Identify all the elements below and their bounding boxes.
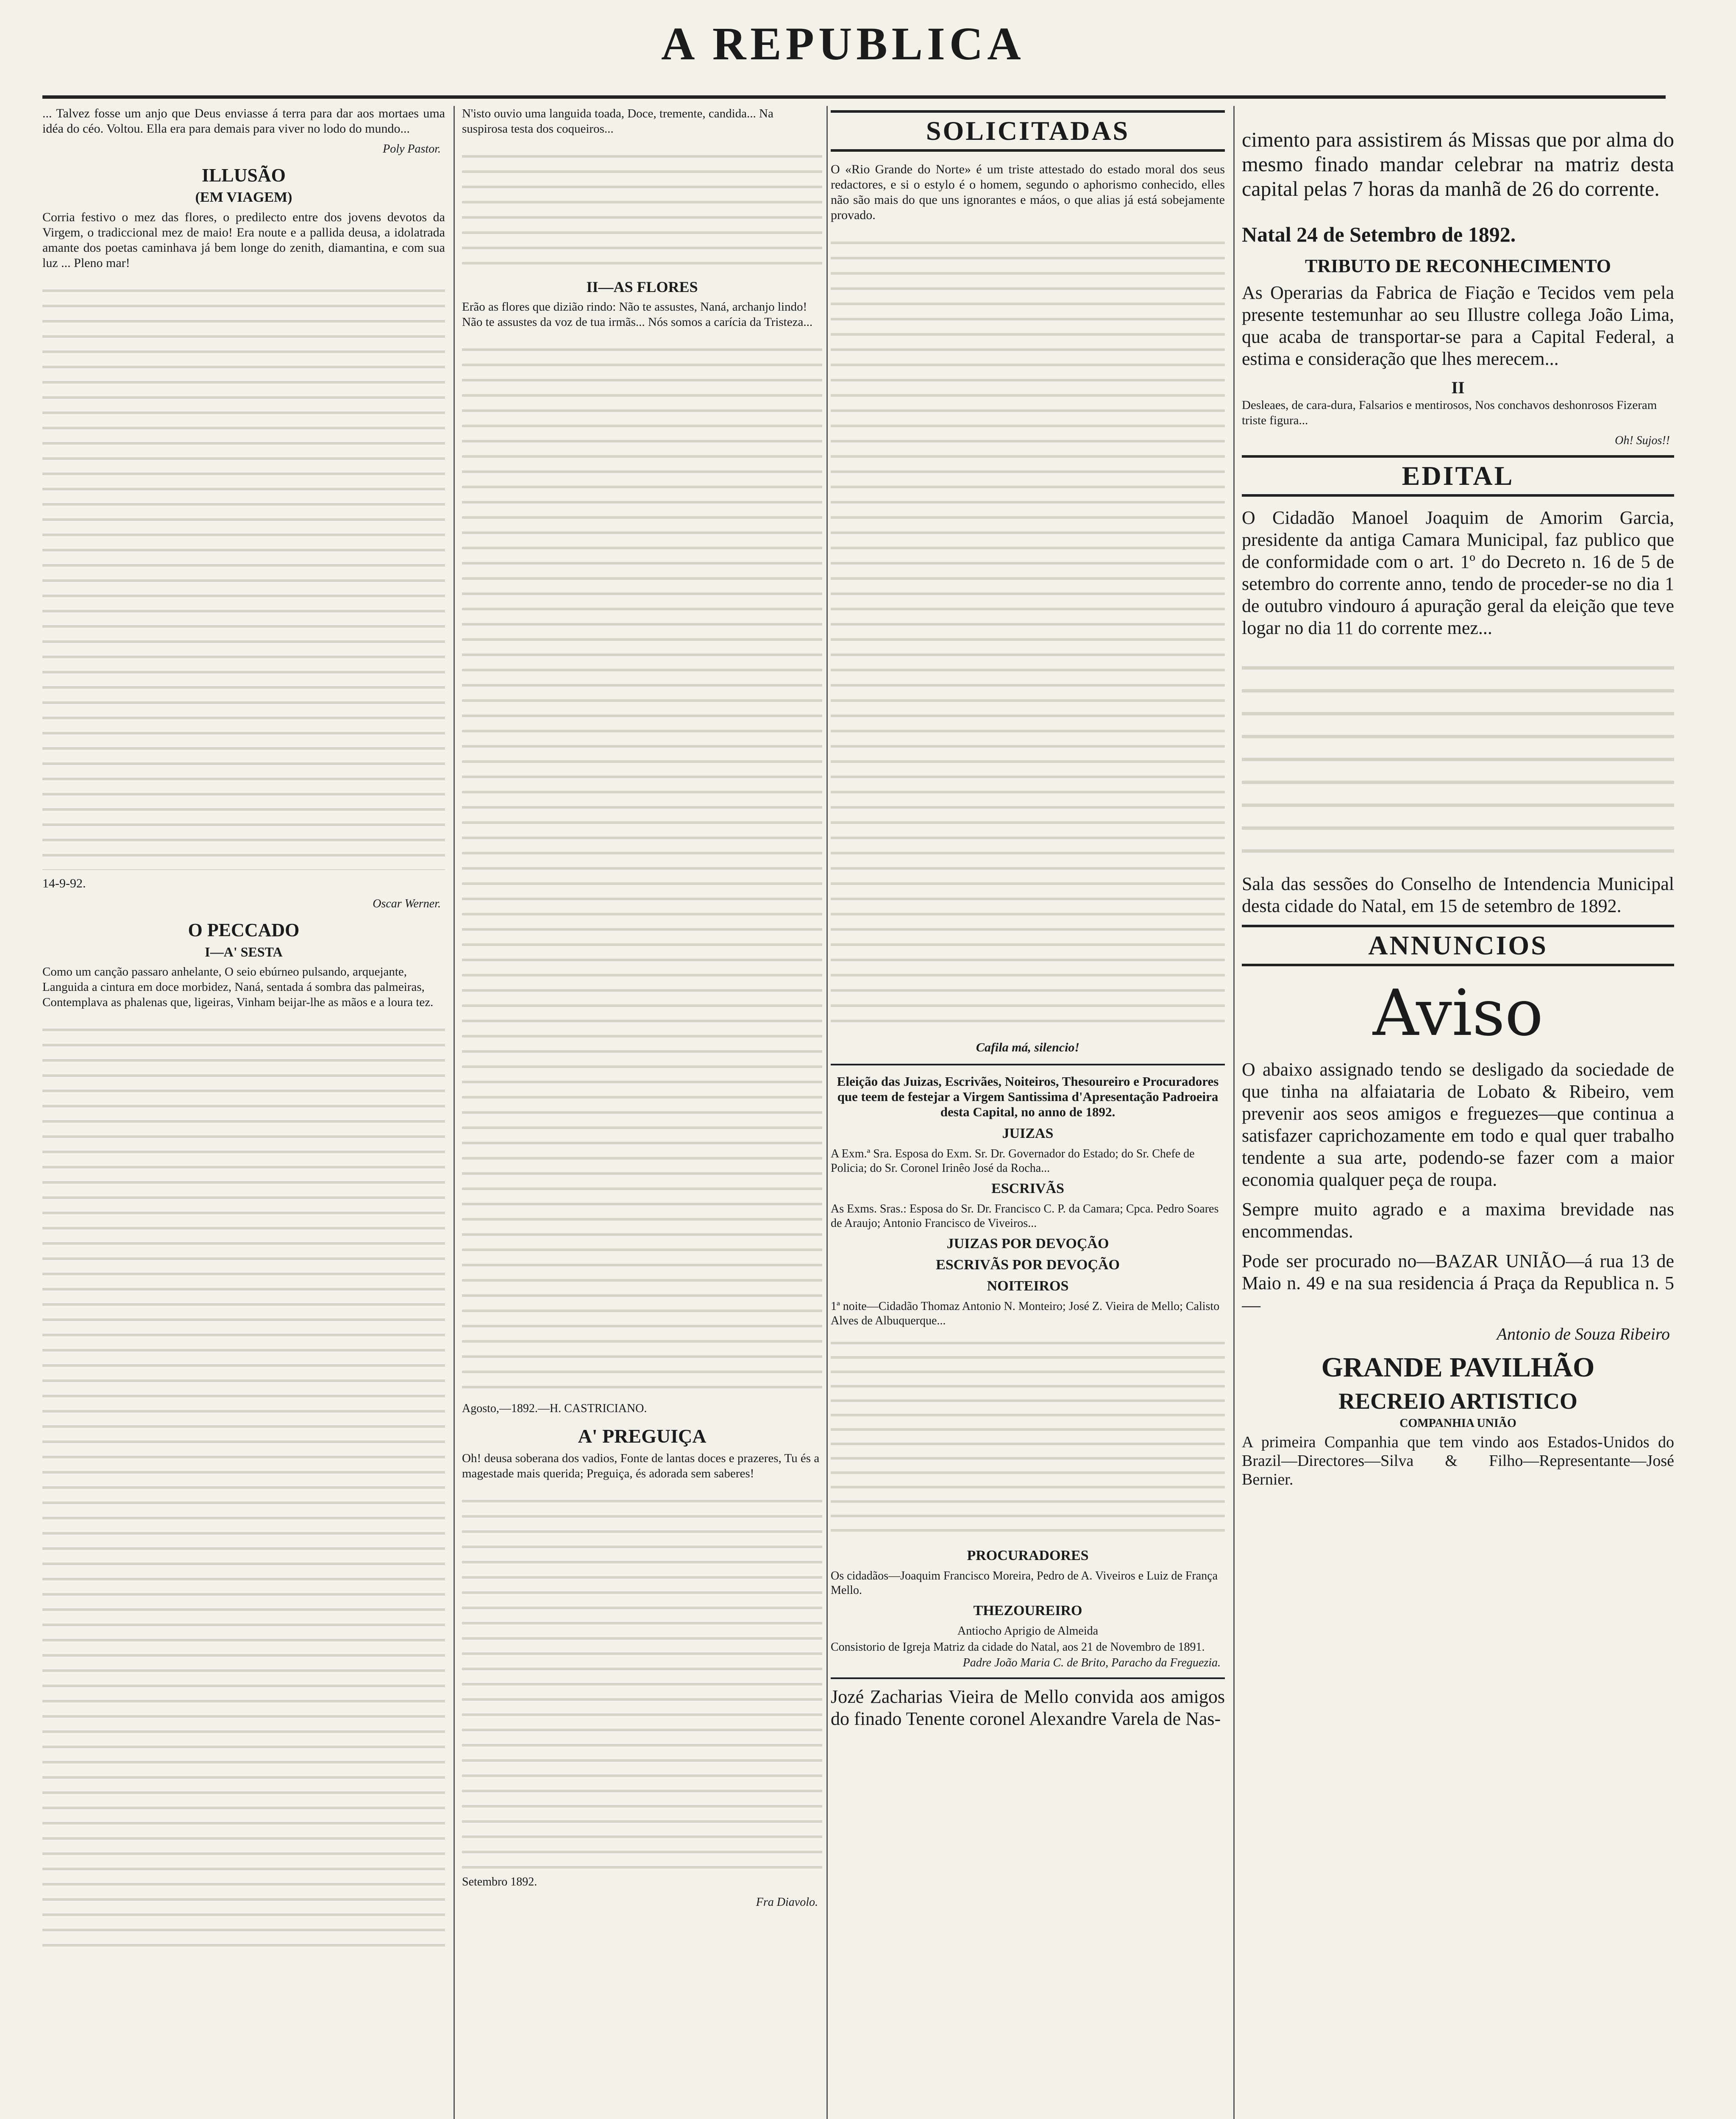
aviso-text: O abaixo assignado tendo se desligado da sociedade de que tinha na alfaiataria de Lobato & Ribeiro, vem prevenir aos seos amigos e freguezes—que continua a satisfazer caprichozamente em todo e qual quer trabalho tendente a sua arte, podendo-se fazer com a maior economia qualquer peça de roupa. [1242,1059,1674,1190]
illegible-text-block [462,1487,822,1869]
illegible-text-block [462,142,822,270]
illegible-text-block [831,229,1225,1034]
edital-text: O Cidadão Manoel Joaquim de Amorim Garcia, presidente da antiga Camara Municipal, faz publico que de conformidade com o art. 1º do Decreto n. 16 de 5 de setembro do corrente anno, tendo de proceder-se no dia 1 de outubro vindouro á apuração geral da eleição que teve logar no dia 11 do corrente mez... [1242,507,1674,638]
illusao-date: 14-9-92. [42,876,86,890]
illusao-title: ILLUSÃO [201,165,286,186]
preguica-title: A' PREGUIÇA [578,1425,707,1447]
masthead [0,0,1736,102]
recreio-title: RECREIO ARTISTICO [1338,1388,1577,1414]
missas-date: Natal 24 de Setembro de 1892. [1242,222,1516,246]
solicitadas-end: Cafila má, silencio! [976,1040,1080,1054]
column-divider [453,106,455,2119]
companhia-label: COMPANHIA UNIÃO [1399,1417,1516,1430]
peccado-subtitle: I—A' SESTA [205,944,283,959]
eleicao-title: Eleição das Juizas, Escrivães, Noiteiros, Thesoureiro e Procuradores que teem de festejar a Virgem Santissima d'Apresentação Padroeira desta Capital, no anno de 1892. [837,1074,1219,1119]
escrivas-label: ESCRIVÃS [991,1181,1064,1196]
illegible-text-block [462,336,822,1395]
illegible-text-block [1242,647,1674,867]
flores-text: Erão as flores que dizião rindo: Não te assustes, Naná, archanjo lindo! Não te assustes da voz de tua irmãs... Nós somos a carícia da Tristeza... [462,300,813,329]
column-1 [42,106,445,2119]
intro-signature: Poly Pastor. [383,142,441,156]
noiteiros-list: 1ª noite—Cidadão Thomaz Antonio N. Monteiro; José Z. Vieira de Mello; Calisto Alves de Albuquerque... [831,1300,1220,1327]
illusao-signature: Oscar Werner. [373,897,441,910]
newspaper-title: A REPUBLICA [661,18,1025,70]
aviso-signature: Antonio de Souza Ribeiro [1497,1324,1670,1343]
column-2 [462,106,822,2119]
intro-text: ... Talvez fosse um anjo que Deus enviasse á terra para dar aos mortaes uma idéa do céo. Voltou. Ella era para demais para viver no lodo do mundo... [42,106,445,136]
illegible-text-block [42,277,445,870]
aviso-text-2: Sempre muito agrado e a maxima brevidade nas encommendas. [1242,1199,1674,1242]
column-3 [831,106,1225,2119]
illegible-text-block [42,1016,445,1948]
procuradores-label: PROCURADORES [967,1548,1089,1563]
aviso-text-3: Pode ser procurado no—BAZAR UNIÃO—á rua 13 de Maio n. 49 e na sua residencia á Praça da Republica n. 5— [1242,1251,1674,1315]
consistorio-signature: Padre João Maria C. de Brito, Paracho da Freguezia. [963,1656,1221,1669]
escrivas-devocao-label: ESCRIVÃS POR DEVOÇÃO [936,1257,1120,1273]
thesoureiro-label: THEZOUREIRO [973,1603,1082,1618]
edital-title: EDITAL [1242,455,1674,497]
tributo-signature: Oh! Sujos!! [1615,434,1670,447]
column-2-top-text: N'isto ouvio uma languida toada, Doce, tremente, candida... Na suspirosa testa dos coqueiros... [462,107,773,136]
mello-notice: Jozé Zacharias Vieira de Mello convida aos amigos do finado Tenente coronel Alexandre Varela de Nas- [831,1686,1225,1729]
juizas-label: JUIZAS [1002,1126,1054,1141]
masthead-rule [42,95,1666,99]
tributo-numeral: II [1451,378,1465,397]
pavilhao-title: GRANDE PAVILHÃO [1321,1352,1595,1383]
peccado-date: Agosto,—1892.—H. CASTRICIANO. [462,1402,647,1415]
peccado-title: O PECCADO [188,920,300,940]
illusao-text: Corria festivo o mez das flores, o predilecto entre dos jovens devotos da Virgem, o tradiccional mez de maio! Era noute e a pallida deusa, a idolatrada amante dos poetas caminhava já bem longe do zenith, diamantina, e com sua luz ... Pleno mar! [42,210,445,270]
preguica-text: Oh! deusa soberana dos vadios, Fonte de lantas doces e prazeres, Tu és a magestade mais querida; Preguiça, és adorada sem saberes! [462,1452,820,1480]
column-divider [1233,106,1235,2119]
illusao-subtitle: (EM VIAGEM) [195,189,292,205]
preguica-signature: Fra Diavolo. [756,1896,818,1909]
preguica-date: Setembro 1892. [462,1875,537,1888]
solicitadas-title: SOLICITADAS [831,110,1225,152]
recreio-text: A primeira Companhia que tem vindo aos Estados-Unidos do Brazil—Directores—Silva & Filho—Representante—José Bernier. [1242,1433,1674,1488]
solicitadas-text: O «Rio Grande do Norte» é um triste attestado do estado moral dos seus redactores, e si o estylo é o homem, segundo o aphorismo conhecido, elles não são mais do que uns ignorantes e máos, o que alias já está sobejamente provado. [831,162,1225,222]
tributo-title: TRIBUTO DE RECONHECIMENTO [1305,256,1611,276]
peccado-text: Como um canção passaro anhelante, O seio ebúrneo pulsando, arquejante, Languida a cintura em doce morbidez, Naná, sentada á sombra das palmeiras, Contemplava as phalenas que, ligeiras, Vinham beijar-lhe as mãos e a loura tez. [42,965,434,1009]
procuradores-list: Os cidadãos—Joaquim Francisco Moreira, Pedro de A. Viveiros e Luiz de França Mello. [831,1569,1218,1597]
anuncios-title: ANNUNCIOS [1242,925,1674,966]
thesoureiro-name: Antiocho Aprigio de Almeida [957,1624,1099,1638]
column-4 [1242,106,1674,2119]
flores-title: II—AS FLORES [586,278,698,295]
juizas-list: A Exm.ª Sra. Esposa do Exm. Sr. Dr. Governador do Estado; do Sr. Chefe de Policia; do Sr. Coronel Irinêo José da Rocha... [831,1147,1195,1175]
edital-date: Sala das sessões do Conselho de Intendencia Municipal desta cidade do Natal, em 15 de setembro de 1892. [1242,873,1674,916]
missas-notice: cimento para assistirem ás Missas que por alma do mesmo finado mandar celebrar na matriz desta capital pelas 7 horas da manhã de 26 do corrente. [1242,128,1674,200]
juizas-devocao-label: JUIZAS POR DEVOÇÃO [946,1236,1109,1251]
noiteiros-label: NOITEIROS [987,1278,1069,1294]
aviso-title: Aviso [1372,976,1544,1050]
tributo-text: As Operarias da Fabrica de Fiação e Tecidos vem pela presente testemunhar ao seu Illustre collega João Lima, que acaba de transportar-se para a Capital Federal, a estima e consideração que lhes merecem... [1242,282,1674,369]
illegible-text-block [831,1330,1225,1542]
column-divider [826,106,828,2119]
escrivas-list: As Exms. Sras.: Esposa do Sr. Dr. Francisco C. P. da Camara; Cpca. Pedro Soares de Araujo; Antonio Francisco de Viveiros... [831,1202,1219,1230]
tributo-poem: Desleaes, de cara-dura, Falsarios e mentirosos, Nos conchavos deshonrosos Fizeram triste figura... [1242,398,1657,427]
consistorio-text: Consistorio de Igreja Matriz da cidade do Natal, aos 21 de Novembro de 1891. [831,1641,1205,1654]
